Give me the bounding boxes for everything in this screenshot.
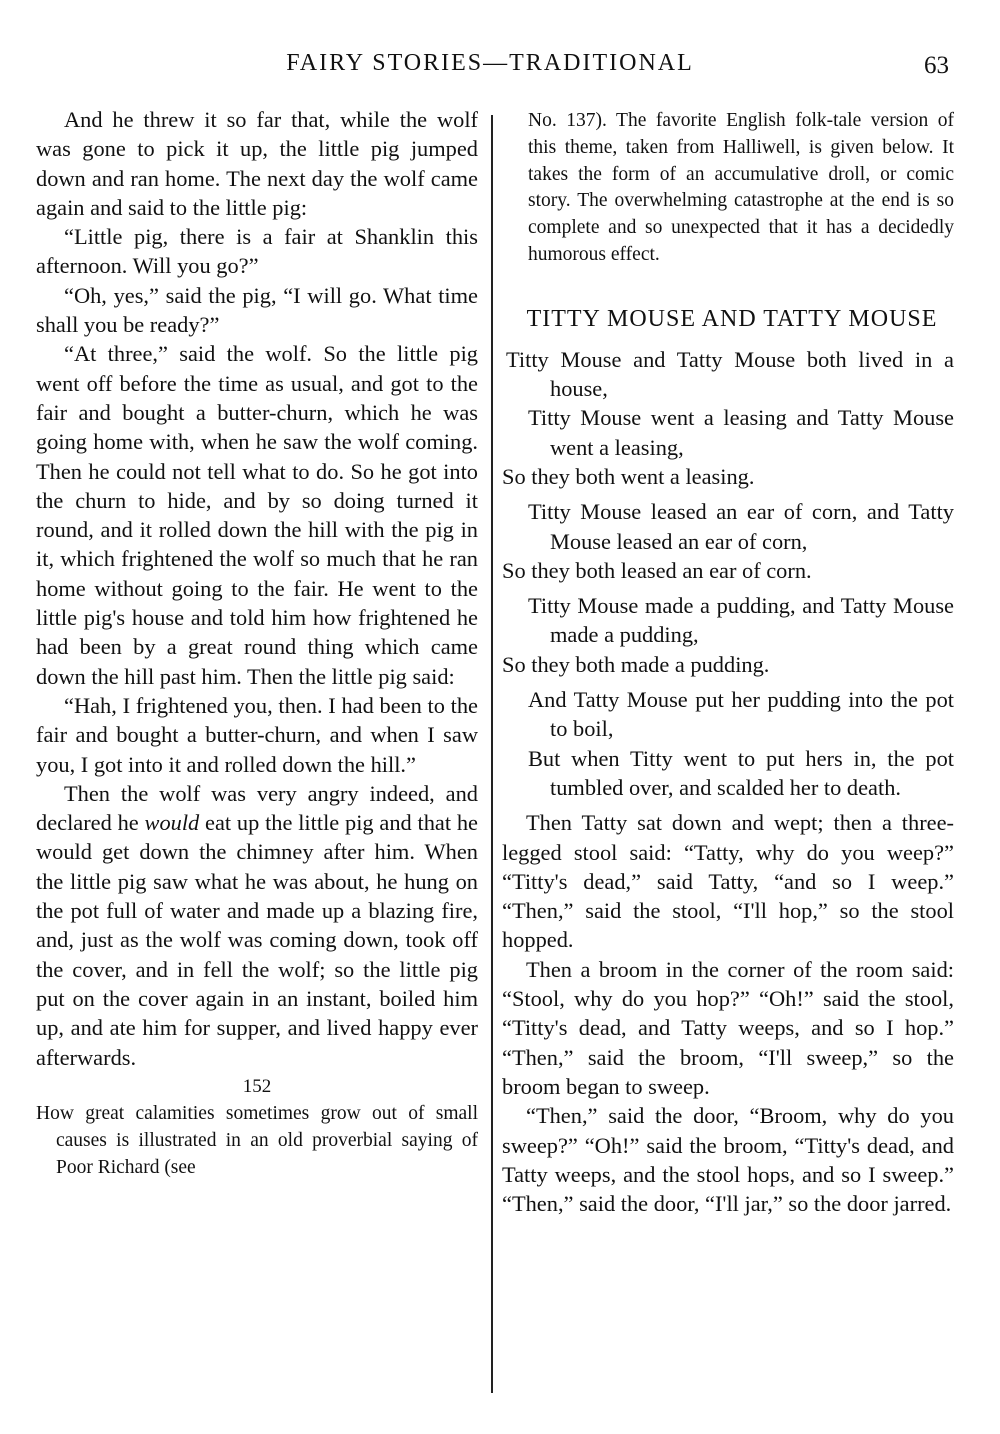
left-column [36,105,478,1181]
page-number: 63 [924,52,949,79]
note-continuation: No. 137). The favorite English folk-tale version of this theme, taken from Halliwell, is given below. It takes the form of an accumulative droll, or comic story. The overwhelming catastrophe at the end is so complete and so unexpected that it has a decidedly humorous effect. [528,110,954,265]
column-divider [491,115,493,1393]
verse-line: So they both leased an ear of corn. [502,557,812,583]
story-prose [502,808,954,1218]
verse-line: Titty Mouse leased an ear of corn, and Tatty Mouse leased an ear of corn, [528,499,954,554]
stanza [502,685,954,802]
stanza [502,345,954,491]
paragraph: “Hah, I frightened you, then. I had been to the fair and bought a butter-churn, and when I saw you, I got into it and rolled down the hill.” [36,692,478,777]
note-text: How great calamities sometimes grow out of small causes is illustrated in an old proverbial saying of Poor Richard (see [36,1103,478,1178]
verse-line: Titty Mouse made a pudding, and Tatty Mouse made a pudding, [528,593,954,648]
story-title: TITTY MOUSE AND TATTY MOUSE [526,305,938,332]
paragraph: And he threw it so far that, while the wolf was gone to pick it up, the little pig jumped down and ran home. The next day the wolf came again and said to the little pig: [36,107,478,220]
right-column [502,108,954,1218]
verse-line: Titty Mouse went a leasing and Tatty Mouse went a leasing, [528,405,954,460]
paragraph: “Oh, yes,” said the pig, “I will go. What time shall you be ready?” [36,282,478,338]
paragraph: Then a broom in the corner of the room said: “Stool, why do you hop?” “Oh!” said the stool, “Titty's dead, and Tatty weeps, and so I hop.” “Then,” said the broom, “I'll sweep,” so the broom began to sweep. [502,956,954,1099]
paragraph: “At three,” said the wolf. So the little pig went off before the time as usual, and got to the fair and bought a butter-churn, which he was going home with, when he saw the wolf coming. Then he could not tell what to do. So he got into the churn to hide, and by so doing turned it round, and it rolled down the hill with the pig in it, which frightened the wolf so much that he ran home without going to the fair. He went to the little pig's house and told him how frightened he had been by a great round thing which came down the hill past him. Then the little pig said: [36,341,478,689]
verse-line: And Tatty Mouse put her pudding into the pot to boil, [528,687,954,742]
note-number: 152 [242,1075,272,1097]
stanza [502,497,954,585]
verse-line: But when Titty went to put hers in, the pot tumbled over, and scalded her to death. [528,745,954,800]
verse-line: Titty Mouse and Tatty Mouse both lived in a house, [506,346,954,402]
stanza [502,591,954,679]
verse [502,345,954,802]
paragraph: “Then,” said the door, “Broom, why do you sweep?” “Oh!” said the broom, “Titty's dead, and Tatty weeps, and the stool hops, and so I sweep.” “Then,” said the door, “I'll jar,” so the door jarred. [502,1103,954,1217]
verse-line: So they both made a pudding. [502,651,770,677]
text-run: Then the wolf was very angry indeed, and declared he [36,780,478,836]
italic-word: would [144,810,200,836]
paragraph [36,779,478,1072]
paragraph: Then Tatty sat down and wept; then a three-legged stool said: “Tatty, why do you weep?” “Titty's dead,” said Tatty, “and so I weep.” “Then,” said the stool, “I'll hop,” so the stool hopped. [502,810,954,953]
verse-line: So they both went a leasing. [502,463,755,489]
text-run: eat up the little pig and that he would get down the chimney after him. When the little pig saw what he was about, he hung on the pot full of water and made up a blazing fire, and, just as the wolf was coming down, took off the cover, and in fell the wolf; so the little pig put on the cover again in an instant, boiled him up, and ate him for supper, and lived happy ever afterwards. [36,810,478,1070]
running-header: FAIRY STORIES—TRADITIONAL [286,50,694,76]
paragraph: “Little pig, there is a fair at Shanklin this afternoon. Will you go?” [36,224,478,279]
